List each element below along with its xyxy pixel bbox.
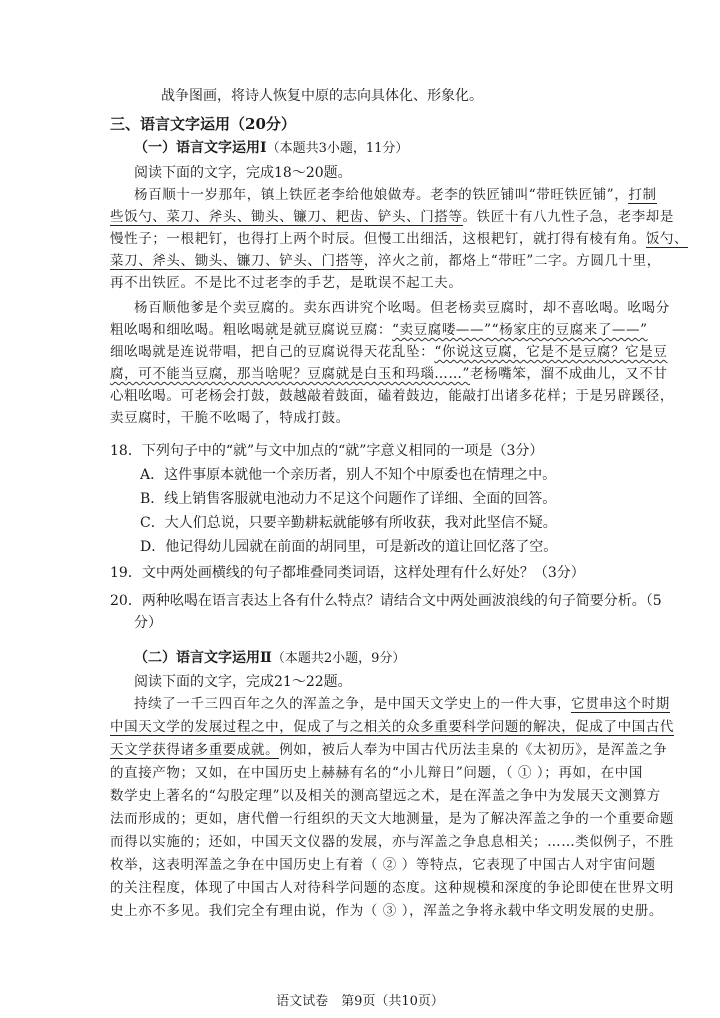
text-span: 例如，被后人奉为中国古代历法圭臬的《太初历》，是浑盖之争 bbox=[279, 742, 668, 758]
underlined-text: 它贯串这个时期 bbox=[571, 696, 670, 712]
question-20-line: 20．两种吆喝在语言表达上各有什么特点？请结合文中两处画波浪线的句子简要分析。（5 bbox=[110, 593, 662, 609]
passage1-line bbox=[110, 363, 667, 385]
passage1-line: 心粗吆喝。可老杨会打鼓，鼓越敲着鼓面，磕着鼓边，能敲打出诸多花样；于是另辟蹊径， bbox=[110, 388, 674, 404]
text-span: 慢性子；一根耙钉，也得打上两个时辰。但慢工出细活，这根耙钉，就打得有棱有角。 bbox=[110, 231, 646, 247]
passage2-line: 的关注程度，体现了中国古人对待科学问题的态度。这种规模和深度的争论即使在世界文明 bbox=[110, 880, 674, 896]
text-span: 持续了一千三四百年之久的浑盖之争，是中国天文学史上的一件大事， bbox=[134, 696, 572, 712]
underlined-text: 天文学获得诸多重要成就。 bbox=[110, 742, 280, 758]
passage2-line: 的直接产物；又如，在中国历史上赫赫有名的“小儿辩日”问题，（ ① ）；再如，在中国 bbox=[110, 765, 643, 781]
passage1-line: 杨百顺他爹是个卖豆腐的。卖东西讲究个吆喝。但老杨卖豆腐时，却不喜吆喝。吆喝分 bbox=[134, 300, 670, 316]
passage2-line: 法而形成的；更如，唐代僧一行组织的天文大地测量，是为了解决浑盖之争的一个重要命题 bbox=[110, 811, 674, 827]
passage2-line: 数学史上著名的“勾股定理”以及相关的测高望远之术，是在浑盖之争中为发展天文测算方 bbox=[110, 788, 661, 804]
text-span: 老杨嘴笨，溜不成曲儿，又不甘 bbox=[470, 366, 668, 382]
question-18-stem: 18．下列句子中的“就”与文中加点的“就”字意义相同的一项是（3分） bbox=[110, 443, 544, 459]
passage1-line bbox=[110, 319, 648, 341]
wavy-underlined-text: “你说这豆腐，它是不是豆腐？它是豆 bbox=[434, 344, 668, 360]
part-two-instruction: 阅读下面的文字，完成21～22题。 bbox=[134, 674, 352, 690]
passage2-line: 而得以实施的；还如，中国天文仪器的发展，亦与浑盖之争息息相关；……类似例子，不胜 bbox=[110, 834, 674, 850]
underlined-text: 饭勺、 bbox=[645, 231, 689, 247]
passage1-line bbox=[110, 228, 688, 250]
part-one-instruction: 阅读下面的文字，完成18～20题。 bbox=[134, 165, 352, 181]
passage2-line bbox=[110, 739, 667, 761]
text-span: ，淬火之前，都烙上“带旺”二字。方圆几十里， bbox=[363, 253, 661, 269]
part-two-heading bbox=[134, 647, 405, 670]
question-18-option-d: D．他记得幼儿园就在前面的胡同里，可是新改的道让回忆落了空。 bbox=[140, 539, 558, 555]
question-18-option-c: C．大人们总说，只要辛勤耕耘就能够有所收获，我对此坚信不疑。 bbox=[140, 515, 557, 531]
continued-answer-line: 战争图画，将诗人恢复中原的志向具体化、形象化。 bbox=[161, 88, 483, 104]
part-one-note: （本题共3小题，11分） bbox=[266, 141, 409, 156]
page-footer: 语文试卷 第9页（共10页） bbox=[276, 994, 444, 1009]
passage1-line bbox=[110, 206, 674, 228]
passage2-line bbox=[110, 716, 674, 738]
passage1-line bbox=[110, 250, 661, 272]
text-span: 是就豆腐说豆腐： bbox=[279, 322, 393, 338]
wavy-underlined-text: “卖豆腐喽——”“杨家庄的豆腐来了——” bbox=[392, 322, 648, 338]
part-two-note: （本题共2小题，9分） bbox=[271, 651, 406, 666]
part-two-title: （二）语言文字运用Ⅱ bbox=[134, 650, 272, 666]
underlined-text: 打制 bbox=[628, 187, 657, 203]
passage1-line bbox=[134, 184, 657, 206]
passage1-line: 再不出铁匠。不是比不过老李的手艺，是耽误不起工夫。 bbox=[110, 275, 463, 291]
text-span: 杨百顺十一岁那年，镇上铁匠老李给他娘做寿。老李的铁匠铺叫“带旺铁匠铺”， bbox=[134, 187, 629, 203]
section-three-heading: 三、语言文字运用（20分） bbox=[110, 115, 296, 133]
question-18-option-a: A．这件事原本就他一个亲历者，别人不知个中原委也在情理之中。 bbox=[140, 467, 557, 483]
passage1-line bbox=[110, 341, 667, 363]
text-span: 粗吆喝和细吆喝。粗吆喝 bbox=[110, 322, 266, 338]
underlined-text: 些饭勺、菜刀、斧头、锄头、镰刀、耙齿、铲头、门搭等 bbox=[110, 209, 463, 225]
passage2-line: 枚举，这表明浑盖之争在中国历史上有着（ ② ）等特点，它表现了中国古人对宇宙问题 bbox=[110, 857, 656, 873]
text-span: 。铁匠十有八九性子急，老李却是 bbox=[462, 209, 674, 225]
underlined-text: 中国天文学的发展过程之中，促成了与之相关的众多重要科学问题的解决，促成了中国古代 bbox=[110, 719, 674, 735]
passage2-line bbox=[134, 693, 670, 715]
question-18-option-b: B．线上销售客服就电池动力不足这个问题作了详细、全面的回答。 bbox=[140, 491, 557, 507]
wavy-underlined-text: 腐，可不能当豆腐，那当啥呢？豆腐就是白玉和玛瑙……” bbox=[110, 366, 471, 382]
text-span: 细吆喝就是连说带唱，把自己的豆腐说得天花乱坠： bbox=[110, 344, 435, 360]
passage2-line: 史上亦不多见。我们完全有理由说，作为（ ③ ），浑盖之争将永载中华文明发展的史册。 bbox=[110, 903, 663, 919]
question-19: 19．文中两处画横线的句子都堆叠同类词语，这样处理有什么好处？（3分） bbox=[110, 565, 585, 581]
question-20-line: 分） bbox=[134, 615, 162, 631]
dotted-character: 就 bbox=[265, 322, 280, 338]
passage1-line: 卖豆腐时，干脆不吆喝了，特成打鼓。 bbox=[110, 410, 350, 426]
part-one-heading bbox=[134, 137, 408, 160]
underlined-text: 菜刀、斧头、锄头、镰刀、铲头、门搭等 bbox=[110, 253, 364, 269]
part-one-title: （一）语言文字运用Ⅰ bbox=[134, 140, 267, 156]
